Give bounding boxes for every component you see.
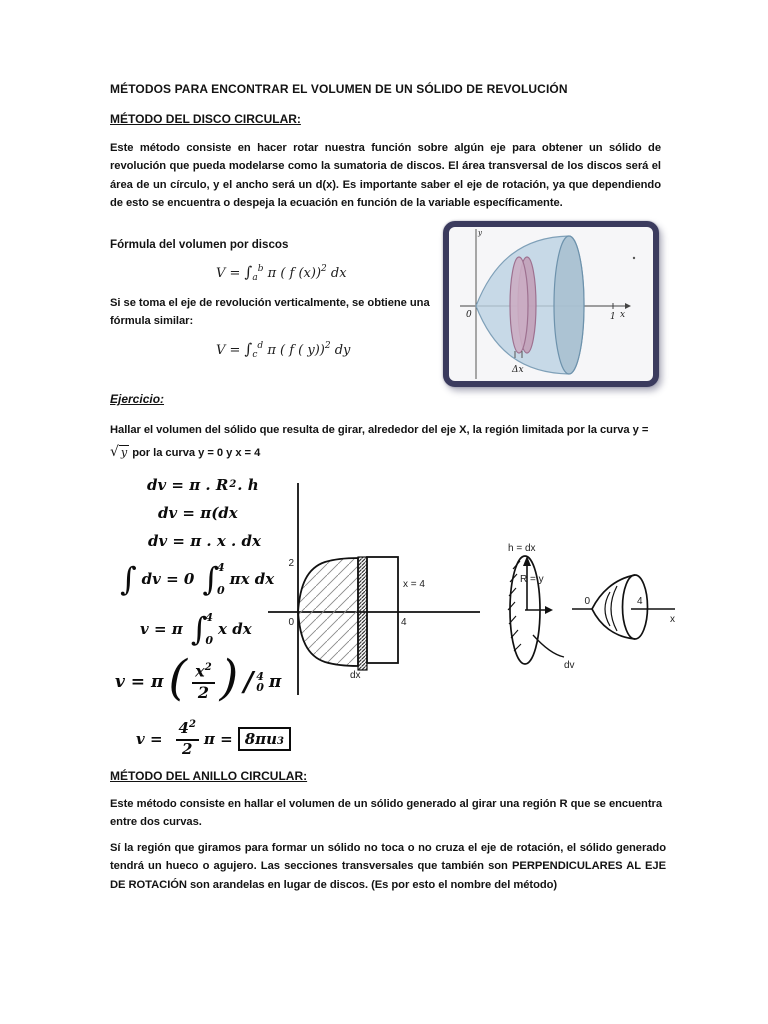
label-0: 0 — [584, 596, 590, 607]
step-7-pre: v = — [136, 730, 163, 748]
lower-limit: 0 — [217, 584, 225, 597]
cone-base-ellipse — [623, 575, 648, 639]
x-axis-arrow-icon — [625, 303, 631, 309]
label-r-eq-y: R = y — [520, 574, 544, 585]
label-x-eq-4: x = 4 — [403, 579, 425, 590]
disk-slice-front — [510, 257, 528, 353]
label-h-eq-dx: h = dx — [508, 543, 536, 554]
upper-limit: 4 — [205, 611, 214, 624]
step-5-post: x dx — [218, 620, 252, 638]
origin-label: 0 — [466, 310, 472, 320]
upper-limit: 4 — [217, 561, 225, 574]
step-5 — [140, 606, 252, 652]
formula-body: π ( f (x)) — [263, 266, 322, 281]
step-4-eq: dv = 0 — [141, 570, 195, 588]
fraction — [192, 660, 215, 702]
lower-limit: c — [252, 350, 258, 360]
step-1-sup: 2 — [229, 479, 237, 490]
print-speck — [633, 257, 635, 259]
integral-sign: ∫ — [190, 610, 208, 648]
step-2-text: dv = π(dx — [158, 504, 238, 522]
y-axis-label: y — [478, 229, 482, 237]
statement-pre: Hallar el volumen del sólido que resulta de girar, alrededor del eje X, la región limitada por la curva y = — [110, 424, 649, 436]
ring-method-paragraph-2: Sí la región que giramos para formar un sólido no toca o no cruza el eje de rotación, el sólido generado tendrá un hueco o agujero. Las secciones transversales que también son PERPENDICULARES AL EJE DE ROTACIÓN son arandelas en lugar de discos. (Es por esto el nombre del método) — [110, 842, 666, 891]
step-1-post: . h — [237, 476, 259, 494]
fraction-numerator: $x^2$ — [192, 663, 215, 684]
formula-lhs: V = — [216, 343, 245, 358]
hatched-region — [298, 558, 358, 666]
result-box — [238, 727, 291, 751]
label-dv: dv — [564, 660, 575, 671]
result-sup: 3 — [277, 736, 284, 747]
differential: dy — [330, 343, 351, 358]
label-2: 2 — [288, 558, 294, 569]
fraction-denominator: 2 — [197, 682, 209, 702]
exercise-statement — [110, 419, 666, 464]
upper-limit: b — [257, 264, 264, 274]
integral-sign: ∫ — [244, 263, 253, 281]
fraction-denominator: 2 — [182, 740, 193, 758]
upper-limit: 4 — [256, 670, 264, 683]
page-title: MÉTODOS PARA ENCONTRAR EL VOLUMEN DE UN SÓLIDO DE REVOLUCIÓN — [110, 82, 568, 96]
sqrt-sign: √ — [110, 444, 119, 460]
integral-limits — [217, 560, 225, 598]
upper-limit: d — [257, 341, 264, 351]
close-paren: ) — [219, 650, 239, 707]
step-3 — [148, 532, 261, 550]
formula-lhs: V = — [216, 266, 245, 281]
step-6-pre: v = π — [115, 672, 164, 692]
tick-one-label: 1 — [610, 312, 616, 322]
label-4: 4 — [401, 617, 407, 628]
exercise-diagrams — [250, 465, 690, 720]
exercise-heading: Ejercicio: — [110, 392, 165, 406]
inner-disk-arc-1 — [605, 592, 610, 626]
bounding-rectangle — [367, 557, 398, 663]
strip-dx — [358, 557, 367, 670]
lower-limit: 0 — [256, 681, 264, 694]
lower-limit: 0 — [205, 634, 214, 647]
step-3-text: dv = π . x . dx — [148, 532, 261, 550]
disk-diagram — [508, 543, 575, 671]
disc-formula-y — [216, 340, 350, 360]
fraction — [176, 720, 199, 758]
diagrams-canvas — [250, 465, 690, 715]
step-1-pre: dv = π . R — [147, 476, 229, 494]
paraboloid-cap — [554, 236, 584, 374]
sqrt-radicand: y — [120, 446, 128, 459]
heading-disc-method: MÉTODO DEL DISCO CIRCULAR: — [110, 112, 301, 126]
label-0: 0 — [288, 617, 294, 628]
lower-limit: a — [252, 273, 258, 283]
power: 2 — [321, 264, 327, 274]
heading-ring-method: MÉTODO DEL ANILLO CIRCULAR: — [110, 769, 308, 783]
vertical-axis-note: Si se toma el eje de revolución verticalmente, se obtiene una fórmula similar: — [110, 297, 430, 328]
integral-sign: ∫ — [202, 560, 219, 598]
differential: dx — [326, 266, 347, 281]
integral-limits — [205, 610, 213, 648]
integral-sign: ∫ — [120, 560, 137, 598]
step-7 — [136, 721, 291, 757]
region-diagram — [268, 483, 480, 695]
result-value: 8πu — [244, 730, 278, 748]
disc-method-intro: Este método consiste en hacer rotar nuestra función sobre algún eje para obtener un sólido de revolución que pueda modelarse como la sumatoria de discos. El área transversal de los discos será el área de un círculo, y el ancho será un d(x). Es importante saber el eje de rotación, ya que dependiendo de esto se encuentra o despeja la ecuación en función de la variable específicamente. — [110, 142, 661, 210]
integral-sign: ∫ — [244, 340, 253, 358]
label-x: x — [670, 614, 675, 625]
formula-caption: Fórmula del volumen por discos — [110, 238, 289, 251]
statement-post: por la curva y = 0 y x = 4 — [129, 447, 261, 459]
paraboloid-figure — [443, 221, 659, 387]
delta-x-label: Δx — [512, 365, 524, 375]
x-axis-label: x — [620, 310, 626, 320]
step-4-post: πx dx — [229, 570, 275, 588]
open-paren: ( — [168, 650, 188, 707]
inner-disk-arc-2 — [611, 586, 617, 631]
disc-formula-x — [216, 263, 347, 283]
fraction-numerator: $4^2$ — [176, 720, 199, 741]
step-1 — [147, 476, 259, 494]
evaluation-bar: / — [243, 666, 254, 698]
ring-method-paragraph-1: Este método consiste en hallar el volumen de un sólido generado al girar una región R que se encuentra entre dos curvas. — [110, 798, 662, 829]
cone-diagram — [572, 575, 675, 639]
step-5-pre: v = π — [140, 620, 183, 638]
power: 2 — [324, 341, 331, 351]
label-4: 4 — [637, 596, 643, 607]
step-7-mid: π = — [203, 730, 233, 748]
formula-body: π ( f ( y)) — [263, 343, 325, 358]
axis-arrowhead-icon — [545, 606, 553, 614]
paraboloid-figure-canvas — [449, 227, 653, 381]
sqrt-expression — [110, 444, 129, 460]
step-2 — [158, 504, 238, 522]
label-dx: dx — [350, 670, 361, 681]
step-6-post: π — [268, 672, 282, 692]
